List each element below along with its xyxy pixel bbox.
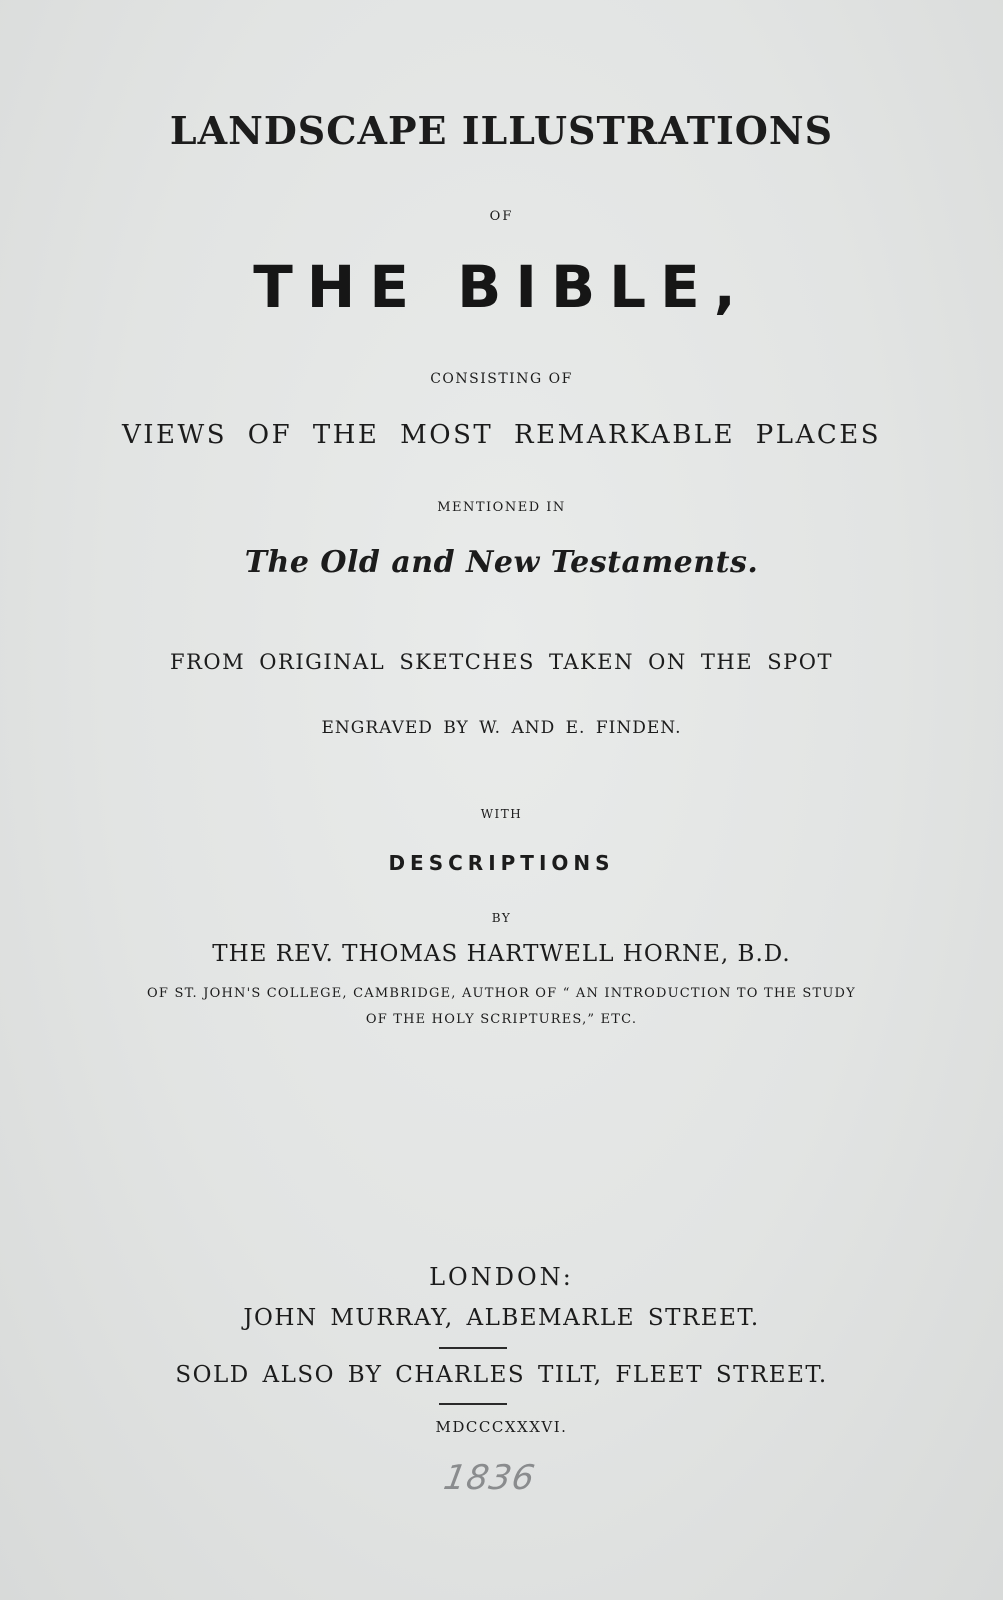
- with-line: WITH: [480, 807, 523, 821]
- testaments-line: The Old and New Testaments.: [244, 545, 759, 580]
- imprint-year: MDCCCXXXVI.: [435, 1418, 568, 1436]
- mentioned-in: MENTIONED IN: [437, 500, 566, 515]
- views-line: VIEWS OF THE MOST REMARKABLE PLACES: [121, 420, 882, 450]
- imprint-seller: SOLD ALSO BY CHARLES TILT, FLEET STREET.: [175, 1362, 828, 1388]
- author-affiliation-line-1: OF ST. JOHN'S COLLEGE, CAMBRIDGE, AUTHOR OF “ AN INTRODUCTION TO THE STUDY: [147, 986, 856, 1001]
- by-line: BY: [491, 911, 512, 925]
- author-name: THE REV. THOMAS HARTWELL HORNE, B.D.: [212, 941, 791, 967]
- sketches-line: FROM ORIGINAL SKETCHES TAKEN ON THE SPOT: [170, 650, 833, 674]
- consisting-of: CONSISTING OF: [430, 371, 573, 387]
- imprint-city: LONDON:: [429, 1263, 574, 1291]
- descriptions-heading: DESCRIPTIONS: [388, 851, 615, 875]
- author-affiliation-line-2: OF THE HOLY SCRIPTURES,” ETC.: [365, 1012, 638, 1027]
- title-landscape-illustrations: LANDSCAPE ILLUSTRATIONS: [169, 108, 834, 153]
- engraved-line: ENGRAVED BY W. AND E. FINDEN.: [321, 718, 682, 738]
- imprint-publisher: JOHN MURRAY, ALBEMARLE STREET.: [243, 1305, 760, 1331]
- handwritten-year-note: 1836: [440, 1458, 539, 1498]
- title-the-bible: THE BIBLE,: [253, 253, 750, 321]
- title-of: OF: [489, 209, 514, 224]
- imprint-rule-2: [439, 1403, 507, 1405]
- imprint-rule-1: [439, 1347, 507, 1349]
